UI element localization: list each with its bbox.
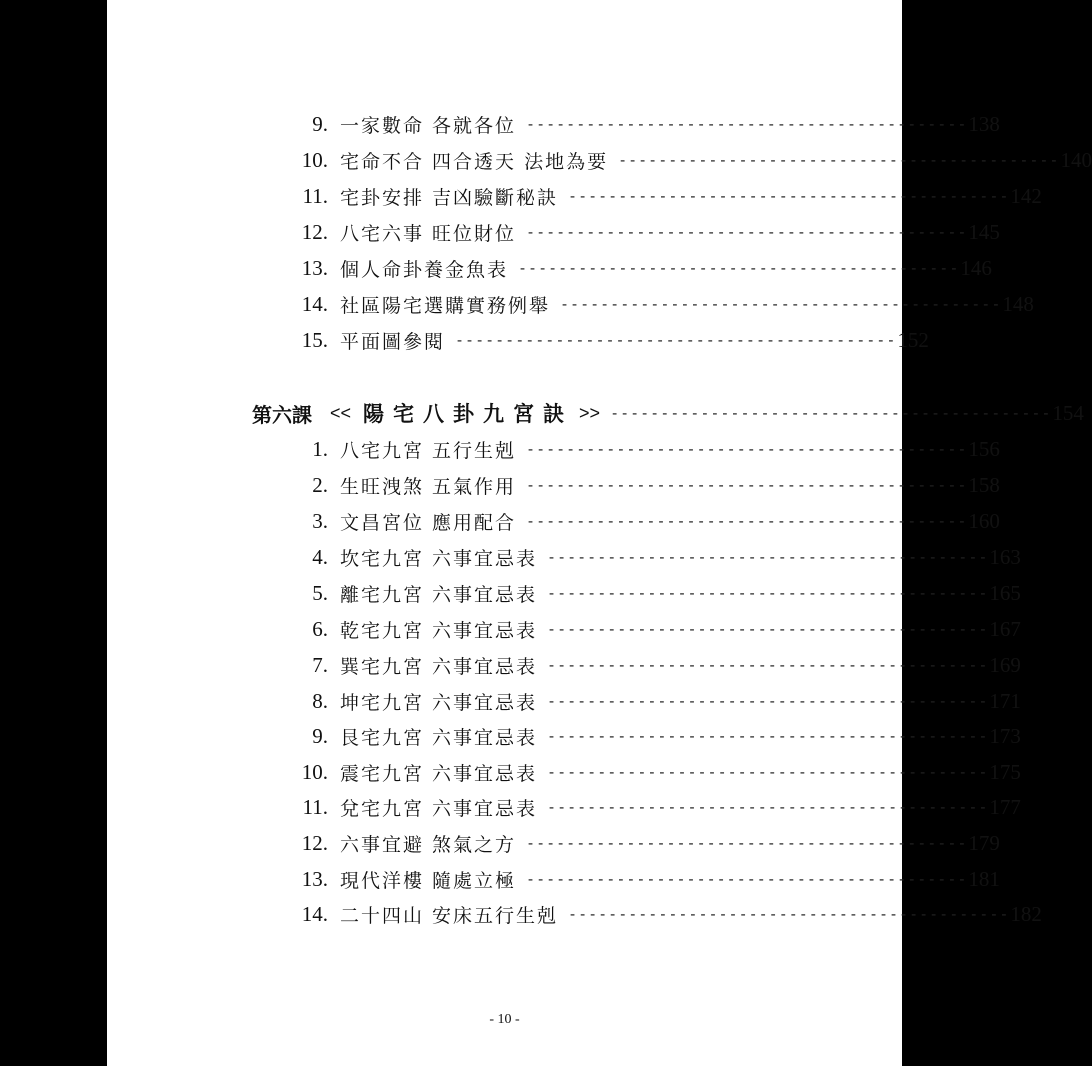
item-title: 現代洋樓 隨處立極 <box>340 869 517 892</box>
lesson-title: 陽宅八卦九宮訣 <box>363 402 574 426</box>
item-number: 15. <box>301 328 328 352</box>
item-page: 171 <box>989 688 1021 713</box>
item-title: 六事宜避 煞氣之方 <box>340 833 517 856</box>
toc-row <box>301 289 1034 319</box>
item-page: 163 <box>989 544 1021 569</box>
item-number: 5. <box>312 581 328 605</box>
item-number: 6. <box>312 617 328 641</box>
toc-row <box>301 864 1000 894</box>
item-number: 7. <box>312 653 328 677</box>
item-page: 158 <box>968 472 1000 497</box>
item-number: 4. <box>312 545 328 569</box>
item-number: 13. <box>301 256 328 280</box>
leader-dots: -------------------------------------------- <box>526 834 968 852</box>
item-page: 160 <box>968 508 1000 533</box>
leader-dots: -------------------------------------------- <box>547 620 989 638</box>
item-title: 一家數命 各就各位 <box>340 114 517 137</box>
item-title: 巽宅九宮 六事宜忌表 <box>340 655 538 678</box>
leader-dots: -------------------------------------------- <box>526 115 968 133</box>
toc-row <box>312 109 1000 139</box>
item-title: 坤宅九宮 六事宜忌表 <box>340 691 538 714</box>
leader-dots: -------------------------------------------- <box>610 404 1052 422</box>
item-number: 10. <box>301 760 328 784</box>
toc-row <box>312 721 1021 751</box>
item-number: 10. <box>301 148 328 172</box>
leader-dots: -------------------------------------------- <box>547 656 989 674</box>
leader-dots: -------------------------------------------- <box>526 870 968 888</box>
toc-row <box>312 650 1021 680</box>
leader-dots: -------------------------------------------- <box>547 584 989 602</box>
toc-row <box>312 614 1021 644</box>
item-page: 173 <box>989 723 1021 748</box>
item-number: 12. <box>301 220 328 244</box>
item-page: 148 <box>1002 291 1034 316</box>
toc-row <box>312 542 1021 572</box>
item-page: 145 <box>968 219 1000 244</box>
item-title: 宅卦安排 吉凶驗斷秘訣 <box>340 186 559 209</box>
lesson-open-bracket: << <box>330 402 352 423</box>
item-page: 175 <box>989 759 1021 784</box>
item-page: 177 <box>989 794 1021 819</box>
item-title: 生旺洩煞 五氣作用 <box>340 475 517 498</box>
page-number-footer: - 10 - <box>489 1012 520 1027</box>
toc-row <box>301 899 1042 929</box>
leader-dots: -------------------------------------------- <box>526 512 968 530</box>
toc-row <box>312 506 1000 536</box>
item-page: 165 <box>989 580 1021 605</box>
leader-dots: -------------------------------------------- <box>568 905 1010 923</box>
item-number: 14. <box>301 902 328 926</box>
item-page: 156 <box>968 436 1000 461</box>
leader-dots: -------------------------------------------- <box>547 692 989 710</box>
toc-row <box>312 686 1021 716</box>
toc-row <box>301 828 1000 858</box>
item-page: 138 <box>968 111 1000 136</box>
item-number: 8. <box>312 689 328 713</box>
item-title: 宅命不合 四合透天 法地為要 <box>340 150 609 173</box>
toc-row <box>312 434 1000 464</box>
item-number: 3. <box>312 509 328 533</box>
item-page: 146 <box>960 255 992 280</box>
leader-dots: -------------------------------------------- <box>547 727 989 745</box>
lesson-page: 154 <box>1052 400 1084 425</box>
item-number: 9. <box>312 112 328 136</box>
item-page: 179 <box>968 830 1000 855</box>
item-title: 個人命卦養金魚表 <box>340 258 509 281</box>
item-page: 152 <box>897 327 929 352</box>
item-title: 八宅六事 旺位財位 <box>340 222 517 245</box>
item-page: 140 <box>1060 147 1092 172</box>
item-number: 9. <box>312 724 328 748</box>
item-number: 1. <box>312 437 328 461</box>
item-title: 兌宅九宮 六事宜忌表 <box>340 797 538 820</box>
item-page: 181 <box>968 866 1000 891</box>
document-page <box>107 0 1092 1066</box>
lesson-label: 第六課 <box>252 402 312 427</box>
lesson-close-bracket: >> <box>579 402 601 423</box>
item-title: 二十四山 安床五行生剋 <box>340 904 559 927</box>
item-number: 11. <box>302 795 328 819</box>
toc-row <box>312 470 1000 500</box>
item-number: 2. <box>312 473 328 497</box>
toc-row <box>301 325 929 355</box>
leader-dots: -------------------------------------------- <box>526 223 968 241</box>
leader-dots: -------------------------------------------- <box>618 151 1060 169</box>
item-title: 八宅九宮 五行生剋 <box>340 439 517 462</box>
toc-row <box>302 181 1042 211</box>
toc-row <box>301 145 1092 175</box>
item-number: 14. <box>301 292 328 316</box>
item-title: 震宅九宮 六事宜忌表 <box>340 762 538 785</box>
leader-dots: -------------------------------------------- <box>526 440 968 458</box>
lesson-heading <box>252 396 1084 430</box>
item-number: 12. <box>301 831 328 855</box>
item-title: 社區陽宅選購實務例舉 <box>340 294 551 317</box>
leader-dots: -------------------------------------------- <box>547 548 989 566</box>
item-page: 167 <box>989 616 1021 641</box>
leader-dots: -------------------------------------------- <box>560 295 1002 313</box>
toc-row <box>302 792 1021 822</box>
leader-dots: -------------------------------------------- <box>455 331 897 349</box>
leader-dots: -------------------------------------------- <box>568 187 1010 205</box>
item-page: 169 <box>989 652 1021 677</box>
item-title: 離宅九宮 六事宜忌表 <box>340 583 538 606</box>
item-number: 13. <box>301 867 328 891</box>
toc-row <box>312 578 1021 608</box>
item-title: 乾宅九宮 六事宜忌表 <box>340 619 538 642</box>
item-number: 11. <box>302 184 328 208</box>
toc-row <box>301 757 1021 787</box>
leader-dots: -------------------------------------------- <box>547 763 989 781</box>
leader-dots: -------------------------------------------- <box>526 476 968 494</box>
item-title: 平面圖參閱 <box>340 330 446 353</box>
item-title: 坎宅九宮 六事宜忌表 <box>340 547 538 570</box>
item-page: 182 <box>1010 901 1042 926</box>
item-title: 文昌宮位 應用配合 <box>340 511 517 534</box>
leader-dots: -------------------------------------------- <box>547 798 989 816</box>
leader-dots: -------------------------------------------- <box>518 259 960 277</box>
toc-row <box>301 217 1000 247</box>
item-page: 142 <box>1010 183 1042 208</box>
item-title: 艮宅九宮 六事宜忌表 <box>340 726 538 749</box>
toc-row <box>301 253 992 283</box>
